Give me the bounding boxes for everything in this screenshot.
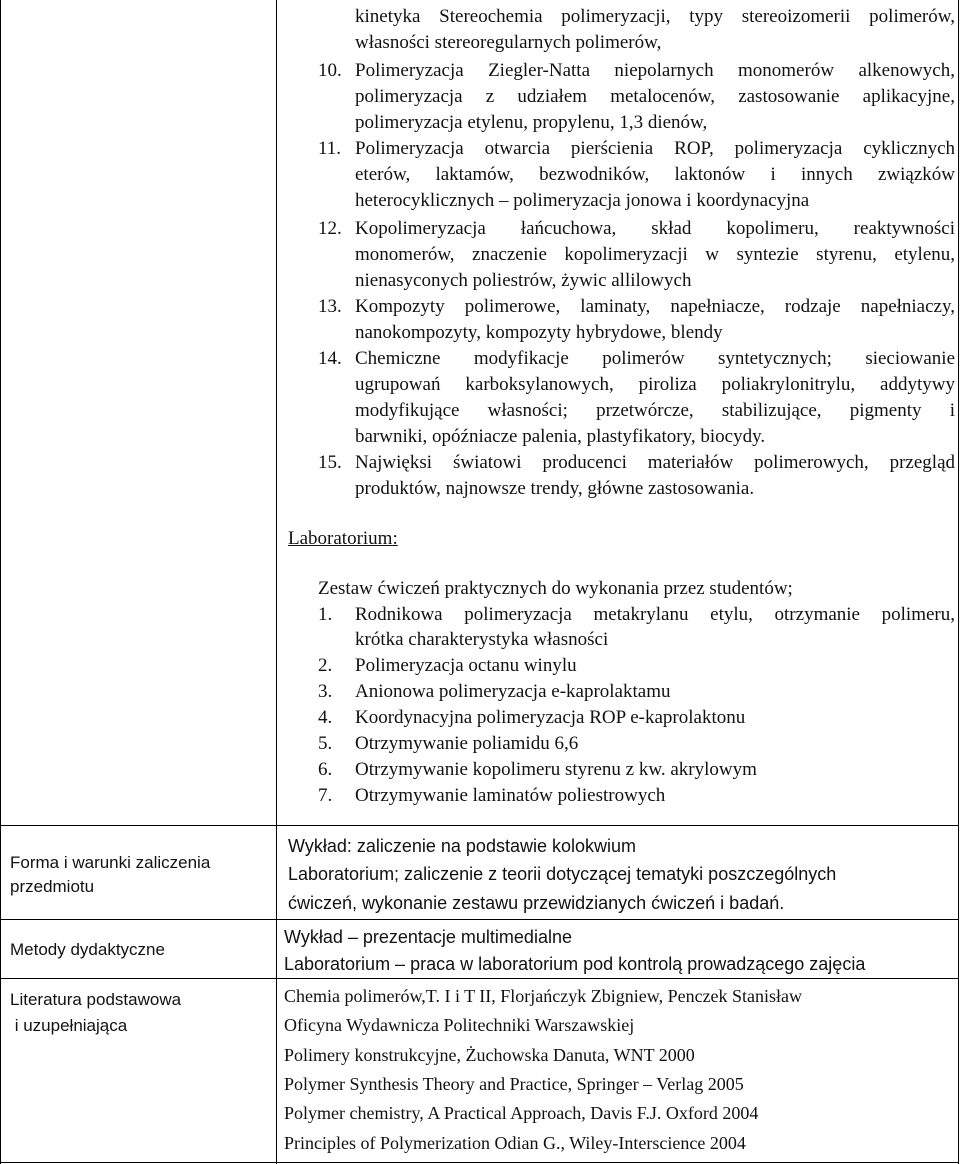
lab-item-7: Otrzymywanie laminatów poliestrowych (355, 785, 666, 806)
table-column-divider (276, 0, 277, 1164)
row-divider-assessment (0, 825, 959, 826)
lab-item-1-line-2: krótka charakterystyka własności (355, 629, 609, 650)
lab-item-4: Koordynacyjna polimeryzacja ROP e-kaprolaktonu (355, 707, 746, 728)
table-bottom-border (0, 1162, 959, 1163)
assessment-line-3: ćwiczeń, wykonanie zestawu przewidzianych ćwiczeń i badań. (288, 893, 785, 913)
lab-item-number: 5. (318, 733, 333, 754)
row-label-literature-line-2: i uzupełniająca (10, 1016, 128, 1035)
topic-12-line-1: Kopolimeryzacja łańcuchowa, skład kopolimeru, reaktywności (355, 218, 955, 239)
methods-line-1: Wykład – prezentacje multimedialne (284, 927, 572, 947)
row-label-methods: Metody dydaktyczne (10, 940, 165, 959)
lab-item-number: 1. (318, 604, 333, 625)
topic-11-line-1: Polimeryzacja otwarcia pierścienia ROP, polimeryzacja cyklicznych (355, 138, 955, 159)
topic-11-line-2: eterów, laktamów, bezwodników, laktonów i innych związków (355, 164, 955, 185)
lab-item-number: 4. (318, 707, 333, 728)
topic-number: 10. (318, 60, 342, 81)
topic-14-line-2: ugrupowań karboksylanowych, piroliza poliakrylonitrylu, addytywy (355, 374, 955, 395)
table-right-border (958, 0, 959, 1164)
lab-item-1-line-1: Rodnikowa polimeryzacja metakrylanu etylu, otrzymanie polimeru, (355, 604, 955, 625)
topic-number: 12. (318, 218, 342, 239)
lab-item-number: 2. (318, 655, 333, 676)
lab-item-6: Otrzymywanie kopolimeru styrenu z kw. akrylowym (355, 759, 757, 780)
topic-15-line-2: produktów, najnowsze trendy, główne zastosowania. (355, 478, 755, 499)
topic-number: 15. (318, 452, 342, 473)
topic-number: 11. (318, 138, 342, 159)
topic-14-line-1: Chemiczne modyfikacje polimerów syntetycznych; sieciowanie (355, 348, 955, 369)
topic-10-line-1: Polimeryzacja Ziegler-Natta niepolarnych monomerów alkenowych, (355, 60, 955, 81)
lab-item-number: 6. (318, 759, 333, 780)
lab-item-3: Anionowa polimeryzacja e-kaprolaktamu (355, 681, 671, 702)
topic-13-line-1: Kompozyty polimerowe, laminaty, napełniacze, rodzaje napełniaczy, (355, 296, 955, 317)
topic-number: 13. (318, 296, 342, 317)
topic-12-line-3: nienasyconych poliestrów, żywic allilowych (355, 270, 692, 291)
topic-14-line-3: modyfikujące własności; przetwórcze, stabilizujące, pigmenty i (355, 400, 955, 421)
topic-number: 14. (318, 348, 342, 369)
topic-9-line-2: własności stereoregularnych polimerów, (355, 32, 662, 53)
literature-line-5: Polymer chemistry, A Practical Approach, Davis F.J. Oxford 2004 (284, 1103, 759, 1123)
literature-line-4: Polymer Synthesis Theory and Practice, Springer – Verlag 2005 (284, 1074, 744, 1094)
topic-15-line-1: Najwięksi światowi producenci materiałów polimerowych, przegląd (355, 452, 955, 473)
topic-11-line-3: heterocyklicznych – polimeryzacja jonowa i koordynacyjna (355, 190, 810, 211)
topic-13-line-2: nanokompozyty, kompozyty hybrydowe, blendy (355, 322, 723, 343)
row-divider-methods (0, 919, 959, 920)
topic-10-line-2: polimeryzacja z udziałem metalocenów, zastosowanie aplikacyjne, (355, 86, 955, 107)
methods-line-2: Laboratorium – praca w laboratorium pod kontrolą prowadzącego zajęcia (284, 954, 866, 974)
literature-line-1: Chemia polimerów,T. I i T II, Florjańczyk Zbigniew, Penczek Stanisław (284, 986, 803, 1006)
row-label-assessment-line-1: Forma i warunki zaliczenia (10, 853, 211, 872)
laboratory-intro: Zestaw ćwiczeń praktycznych do wykonania przez studentów; (318, 578, 793, 599)
table-left-border (0, 0, 1, 1164)
topic-10-line-3: polimeryzacja etylenu, propylenu, 1,3 dienów, (355, 112, 708, 133)
lab-item-number: 3. (318, 681, 333, 702)
assessment-line-2: Laboratorium; zaliczenie z teorii dotyczącej tematyki poszczególnych (288, 864, 837, 884)
topic-14-line-4: barwniki, opóźniacze palenia, plastyfikatory, biocydy. (355, 426, 766, 447)
literature-line-2: Oficyna Wydawnicza Politechniki Warszawskiej (284, 1015, 635, 1035)
lab-item-2: Polimeryzacja octanu winylu (355, 655, 577, 676)
row-label-assessment-line-2: przedmiotu (10, 877, 95, 896)
topic-12-line-2: monomerów, znaczenie kopolimeryzacji w syntezie styrenu, etylenu, (355, 244, 955, 265)
row-divider-literature (0, 978, 959, 979)
row-label-literature-line-1: Literatura podstawowa (10, 990, 182, 1009)
literature-line-3: Polimery konstrukcyjne, Żuchowska Danuta, WNT 2000 (284, 1045, 695, 1065)
literature-line-6: Principles of Polymerization Odian G., Wiley-Interscience 2004 (284, 1133, 746, 1153)
assessment-line-1: Wykład: zaliczenie na podstawie kolokwium (288, 836, 636, 856)
lab-item-number: 7. (318, 785, 333, 806)
topic-9-line-1: kinetyka Stereochemia polimeryzacji, typy stereoizomerii polimerów, (355, 6, 955, 27)
laboratory-heading: Laboratorium: (288, 528, 398, 549)
lab-item-5: Otrzymywanie poliamidu 6,6 (355, 733, 579, 754)
